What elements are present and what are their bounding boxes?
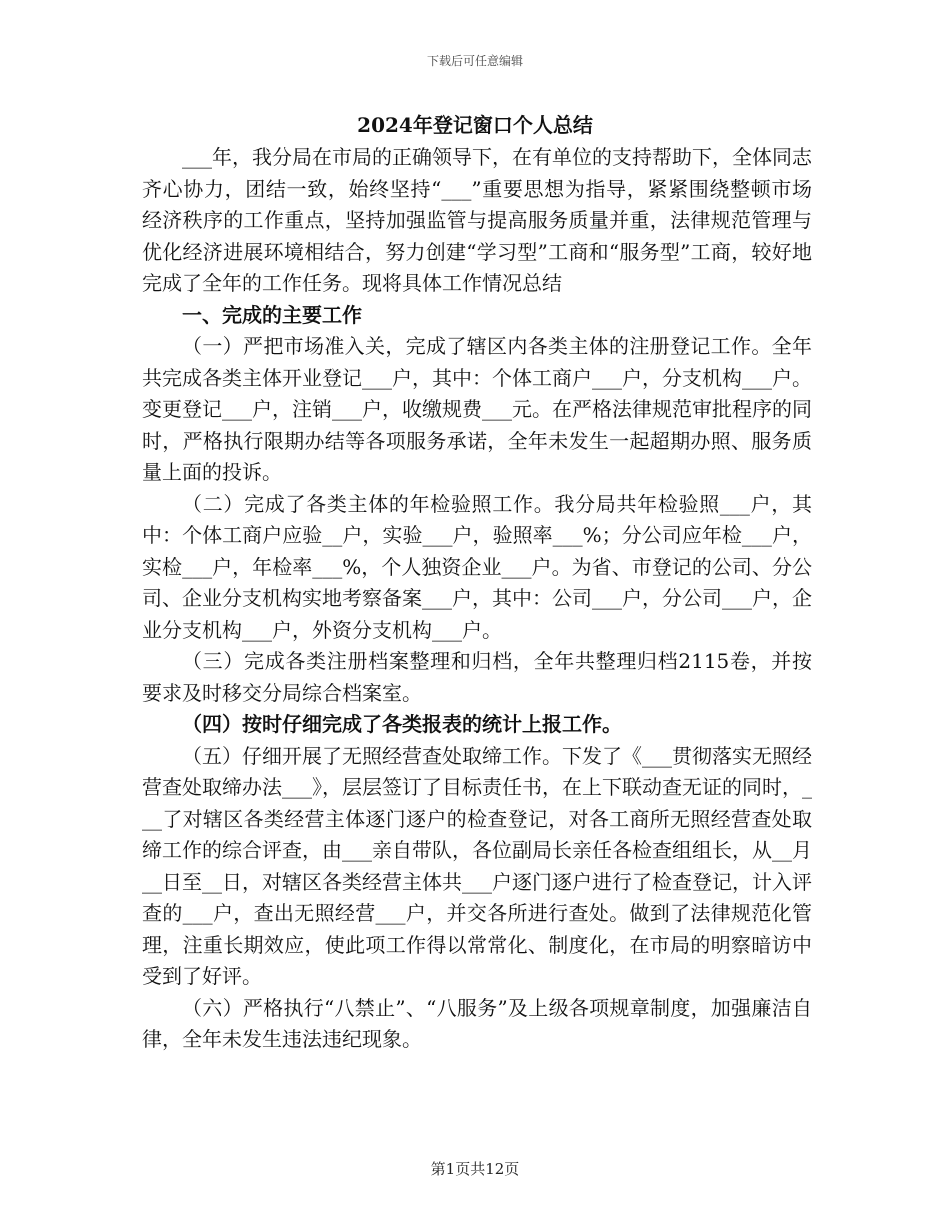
header-note: 下载后可任意编辑 — [426, 54, 523, 68]
work-item-5: （五）仔细开展了无照经营查处取缔工作。下发了《___贯彻落实无照经营查处取缔办法___》，层层签订了目标责任书，在上下联动查无证的同时，___了对辖区各类经营主体逐门逐户的检查登记，对各工商所无照经营查处取缔工作的综合评查，由___亲自带队，各位副局长亲任各检查组组长，从__月__日至__日，对辖区各类经营主体共___户逐门逐户进行了检查登记，计入评查的___户，查出无照经营___户，并交各所进行查处。做到了法律规范化管理，注重长期效应，使此项工作得以常常化、制度化，在市局的明察暗访中受到了好评。 — [142, 743, 812, 988]
page-indicator: 第1页共12页 — [430, 1160, 520, 1178]
document-body — [142, 142, 812, 1056]
work-item-1: （一）严把市场准入关，完成了辖区内各类主体的注册登记工作。全年共完成各类主体开业登记___户，其中：个体工商户___户，分支机构___户。变更登记___户，注销___户，收缴规费___元。在严格法律规范审批程序的同时，严格执行限期办结等各项服务承诺，全年未发生一起超期办照、服务质量上面的投诉。 — [142, 334, 812, 484]
document-title: 2024年登记窗口个人总结 — [357, 113, 593, 137]
section-heading: 一、完成的主要工作 — [182, 302, 362, 327]
work-item-2: （二）完成了各类主体的年检验照工作。我分局共年检验照___户，其中：个体工商户应验__户，实验___户，验照率___%；分公司应年检___户，实检___户，年检率___%，个人独资企业___户。为省、市登记的公司、分公司、企业分支机构实地考察备案___户，其中：公司___户，分公司___户，企业分支机构___户，外资分支机构___户。 — [142, 491, 812, 642]
work-item-3: （三）完成各类注册档案整理和归档，全年共整理归档2115卷，并按要求及时移交分局综合档案室。 — [142, 649, 812, 705]
work-item-4: （四）按时仔细完成了各类报表的统计上报工作。 — [182, 712, 622, 736]
intro-paragraph: ___年，我分局在市局的正确领导下，在有单位的支持帮助下，全体同志齐心协力，团结一致，始终坚持“___”重要思想为指导，紧紧围绕整顿市场经济秩序的工作重点，坚持加强监管与提高服务质量并重，法律规范管理与优化经济进展环境相结合，努力创建“学习型”工商和“服务型”工商，较好地完成了全年的工作任务。现将具体工作情况总结 — [142, 145, 812, 295]
work-item-6: （六）严格执行“八禁止”、“八服务”及上级各项规章制度，加强廉洁自律，全年未发生违法违纪现象。 — [142, 995, 812, 1051]
